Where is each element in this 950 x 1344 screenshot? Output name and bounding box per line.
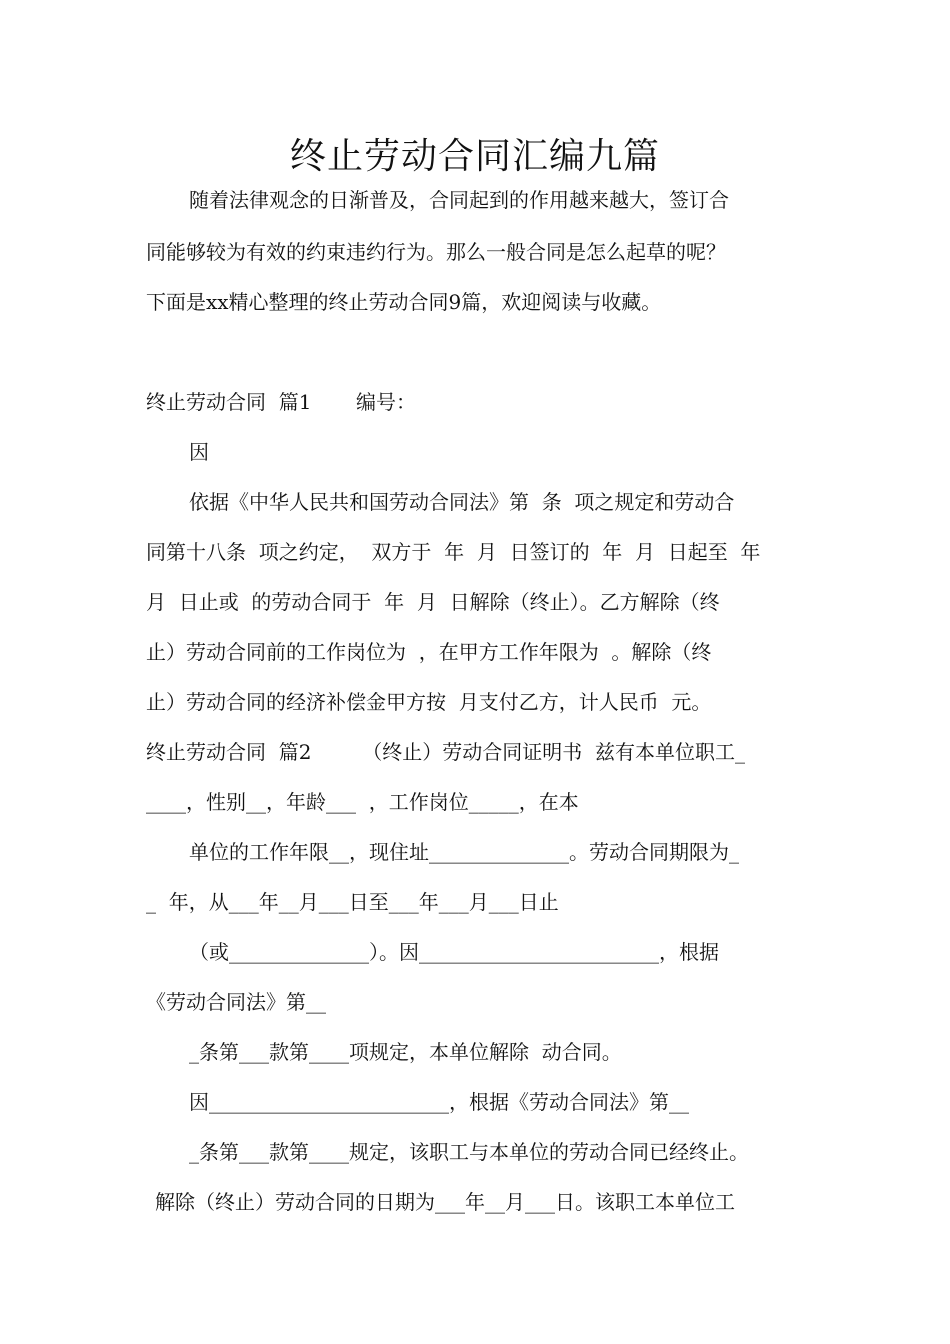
paragraph-line: （或______________）。因________________________，根据: [189, 940, 719, 964]
intro-line-2: 同能够较为有效的约束违约行为。那么一般合同是怎么起草的呢？: [146, 240, 726, 264]
paragraph-line: 单位的工作年限__，现住址______________。劳动合同期限为_: [189, 840, 739, 864]
section-heading-1: 终止劳动合同 篇1 编号：: [146, 390, 416, 414]
section-heading-2: 终止劳动合同 篇2 （终止）劳动合同证明书 兹有本单位职工_: [146, 740, 746, 764]
paragraph-line: 《劳动合同法》第__: [146, 990, 326, 1014]
paragraph-line: 月 日止或 的劳动合同于 年 月 日解除（终止）。乙方解除（终: [146, 590, 720, 614]
paragraph-line: 解除（终止）劳动合同的日期为___年__月___日。该职工本单位工: [155, 1190, 735, 1214]
document-title: 终止劳动合同汇编九篇: [289, 136, 660, 177]
paragraph-line: 依据《中华人民共和国劳动合同法》第 条 项之规定和劳动合: [189, 490, 735, 514]
paragraph-line: 因: [189, 440, 209, 464]
paragraph-line: 因________________________，根据《劳动合同法》第__: [189, 1090, 689, 1114]
paragraph-line: 止）劳动合同的经济补偿金甲方按 月支付乙方，计人民币 元。: [146, 690, 712, 714]
paragraph-line: 同第十八条 项之约定， 双方于 年 月 日签订的 年 月 日起至 年: [146, 540, 761, 564]
intro-line-3: 下面是xx精心整理的终止劳动合同9篇，欢迎阅读与收藏。: [146, 290, 662, 314]
paragraph-line: _条第___款第____规定，该职工与本单位的劳动合同已经终止。: [189, 1140, 749, 1164]
paragraph-line: _ 年，从___年__月___日至___年___月___日止: [146, 890, 559, 914]
paragraph-line: _条第___款第____项规定，本单位解除 动合同。: [189, 1040, 622, 1064]
intro-line-1: 随着法律观念的日渐普及，合同起到的作用越来越大，签订合: [189, 188, 729, 212]
paragraph-line: 止）劳动合同前的工作岗位为 ，在甲方工作年限为 。解除（终: [146, 640, 712, 664]
paragraph-line: ____，性别__，年龄___ ，工作岗位_____，在本: [146, 790, 579, 814]
